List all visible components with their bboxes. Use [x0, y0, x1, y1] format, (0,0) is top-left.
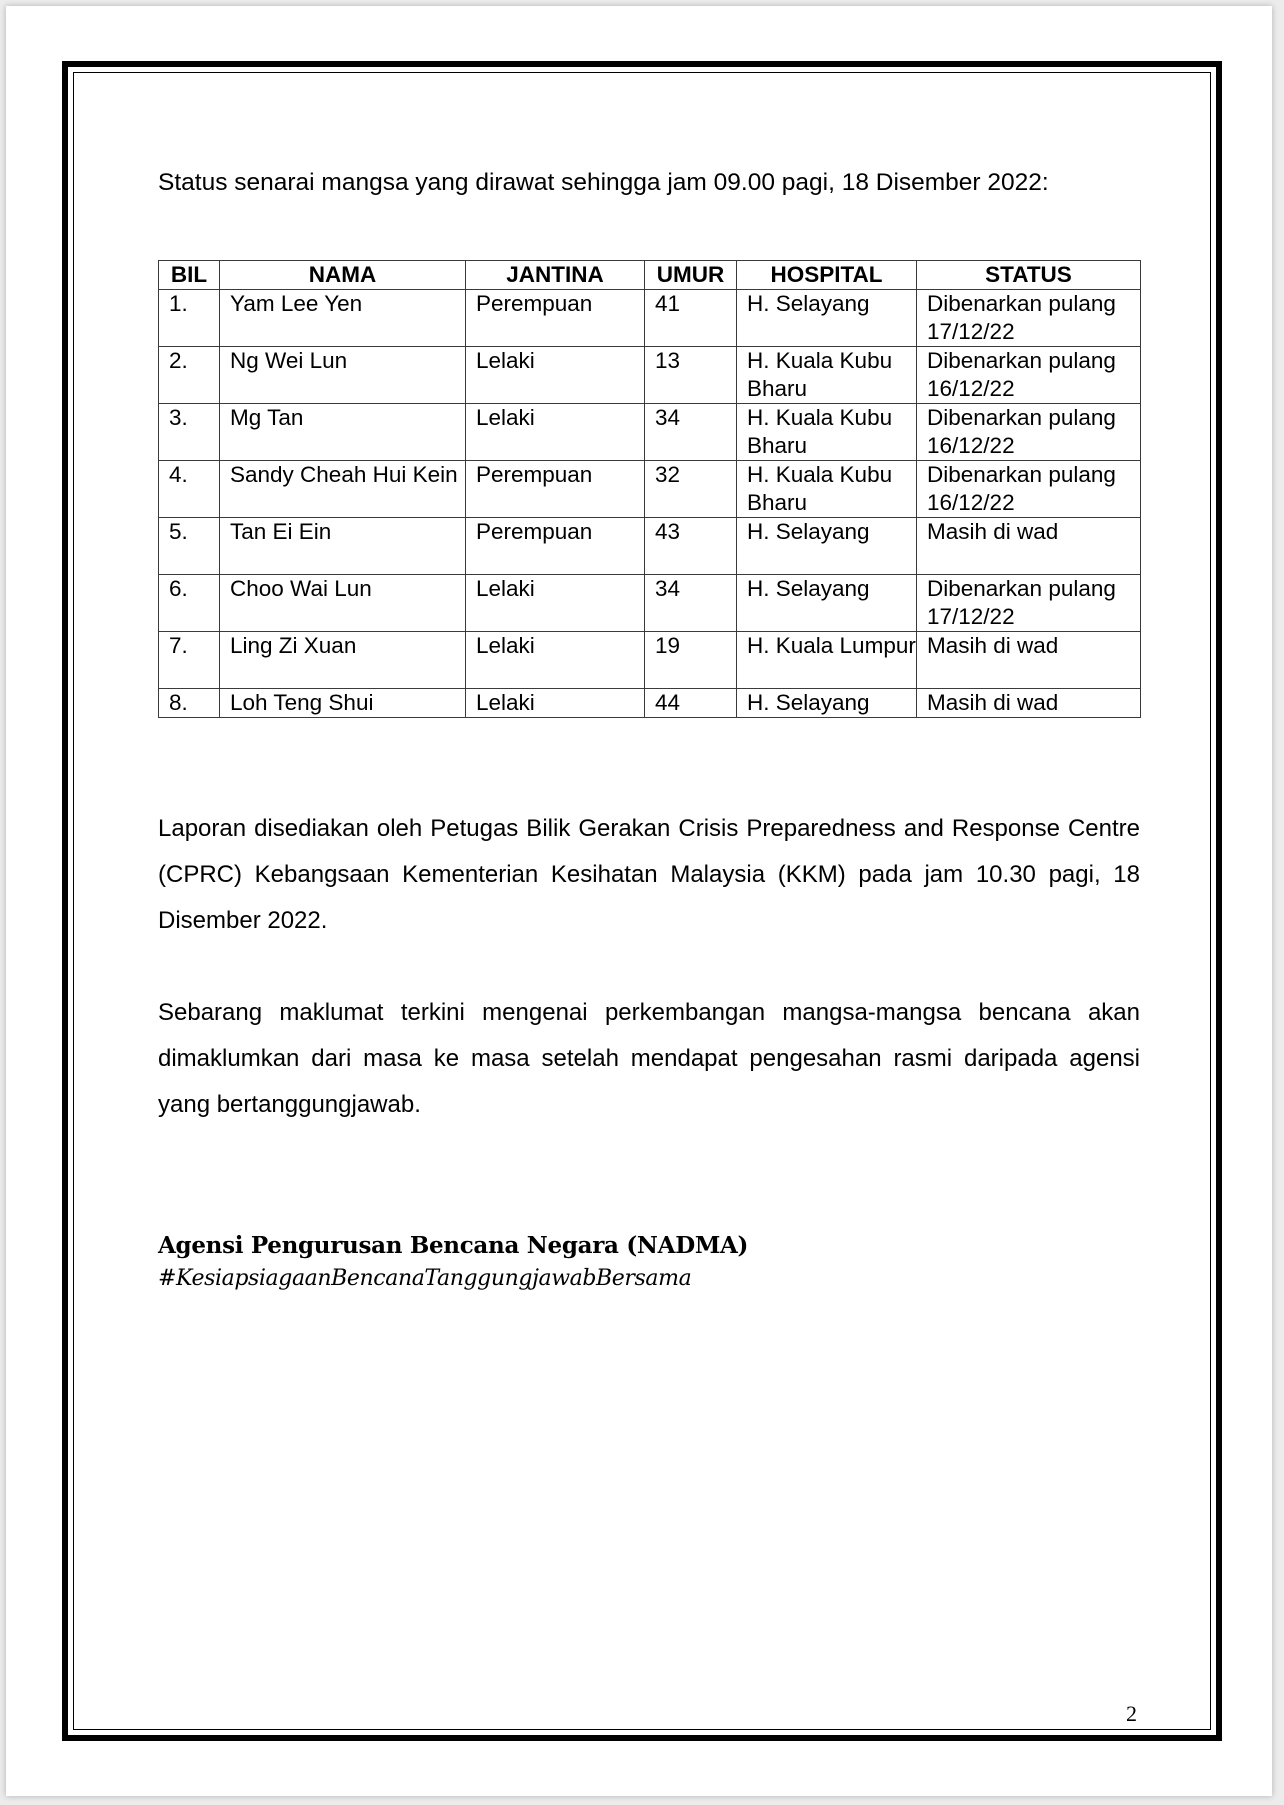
cell-hospital: H. Selayang [737, 518, 917, 575]
cell-hospital: H. Selayang [737, 689, 917, 718]
cell-jantina: Lelaki [466, 689, 645, 718]
table-header-row [159, 261, 1141, 290]
cell-umur: 41 [645, 290, 737, 347]
header-nama: NAMA [220, 261, 466, 290]
cell-bil: 1. [159, 290, 220, 347]
cell-status: Dibenarkan pulang 16/12/22 [917, 347, 1141, 404]
cell-hospital: H. Selayang [737, 290, 917, 347]
cell-nama: Sandy Cheah Hui Kein [220, 461, 466, 518]
table-row [159, 632, 1141, 689]
table-row [159, 575, 1141, 632]
cell-hospital: H. Kuala Lumpur [737, 632, 917, 689]
cell-hospital: H. Selayang [737, 575, 917, 632]
cell-umur: 34 [645, 575, 737, 632]
organization-name: Agensi Pengurusan Bencana Negara (NADMA) [158, 1232, 749, 1259]
cell-umur: 43 [645, 518, 737, 575]
cell-bil: 5. [159, 518, 220, 575]
cell-status: Dibenarkan pulang 16/12/22 [917, 404, 1141, 461]
header-status: STATUS [917, 261, 1141, 290]
cell-nama: Ng Wei Lun [220, 347, 466, 404]
intro-text: Status senarai mangsa yang dirawat sehingga jam 09.00 pagi, 18 Disember 2022: [158, 169, 1049, 196]
cell-hospital: H. Kuala Kubu Bharu [737, 404, 917, 461]
cell-status: Dibenarkan pulang 17/12/22 [917, 575, 1141, 632]
page-number: 2 [1126, 1701, 1137, 1726]
cell-nama: Ling Zi Xuan [220, 632, 466, 689]
cell-hospital: H. Kuala Kubu Bharu [737, 461, 917, 518]
cell-jantina: Lelaki [466, 347, 645, 404]
report-paragraph: Laporan disediakan oleh Petugas Bilik Gerakan Crisis Preparedness and Response Centre (CPRC) Kebangsaan Kementerian Kesihatan Malaysia (KKM) pada jam 10.30 pagi, 18 Disember 2022. [158, 815, 1140, 934]
cell-jantina: Perempuan [466, 461, 645, 518]
table-row [159, 347, 1141, 404]
cell-bil: 3. [159, 404, 220, 461]
table-row [159, 461, 1141, 518]
header-umur: UMUR [645, 261, 737, 290]
cell-nama: Loh Teng Shui [220, 689, 466, 718]
cell-nama: Choo Wai Lun [220, 575, 466, 632]
table-row [159, 404, 1141, 461]
cell-jantina: Lelaki [466, 404, 645, 461]
cell-bil: 2. [159, 347, 220, 404]
victims-table [158, 260, 1141, 718]
cell-jantina: Perempuan [466, 290, 645, 347]
cell-umur: 13 [645, 347, 737, 404]
cell-umur: 34 [645, 404, 737, 461]
cell-umur: 44 [645, 689, 737, 718]
header-hospital: HOSPITAL [737, 261, 917, 290]
header-jantina: JANTINA [466, 261, 645, 290]
cell-nama: Mg Tan [220, 404, 466, 461]
cell-status: Dibenarkan pulang 16/12/22 [917, 461, 1141, 518]
cell-jantina: Lelaki [466, 575, 645, 632]
cell-umur: 19 [645, 632, 737, 689]
cell-jantina: Perempuan [466, 518, 645, 575]
table-row [159, 689, 1141, 718]
cell-bil: 6. [159, 575, 220, 632]
cell-status: Masih di wad [917, 632, 1141, 689]
update-paragraph: Sebarang maklumat terkini mengenai perkembangan mangsa-mangsa bencana akan dimaklumkan dari masa ke masa setelah mendapat pengesahan rasmi daripada agensi yang bertanggungjawab. [158, 999, 1140, 1118]
cell-status: Masih di wad [917, 689, 1141, 718]
document-page [6, 6, 1272, 1796]
cell-umur: 32 [645, 461, 737, 518]
table-row [159, 290, 1141, 347]
cell-nama: Yam Lee Yen [220, 290, 466, 347]
cell-status: Masih di wad [917, 518, 1141, 575]
cell-bil: 4. [159, 461, 220, 518]
cell-bil: 8. [159, 689, 220, 718]
header-bil: BIL [159, 261, 220, 290]
cell-nama: Tan Ei Ein [220, 518, 466, 575]
cell-hospital: H. Kuala Kubu Bharu [737, 347, 917, 404]
table-row [159, 518, 1141, 575]
hashtag: #KesiapsiagaanBencanaTanggungjawabBersama [158, 1266, 692, 1291]
cell-status: Dibenarkan pulang 17/12/22 [917, 290, 1141, 347]
cell-jantina: Lelaki [466, 632, 645, 689]
cell-bil: 7. [159, 632, 220, 689]
